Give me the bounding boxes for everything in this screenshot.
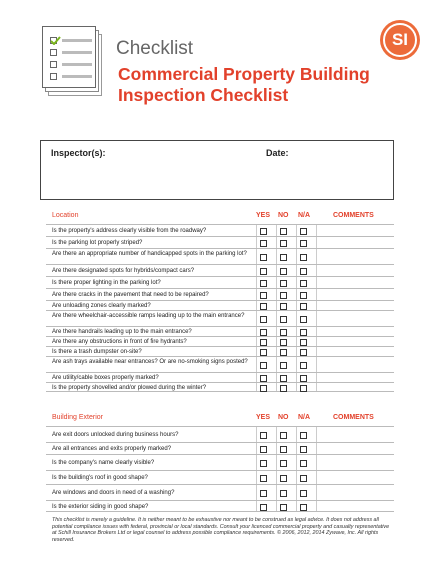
comments-cell[interactable] (317, 289, 394, 300)
yes-checkbox[interactable] (260, 504, 267, 511)
section-header (46, 212, 394, 224)
comments-cell[interactable] (317, 357, 394, 372)
checklist-question: Is there proper lighting in the parking lot? (52, 279, 161, 286)
checklist-question: Are windows and doors in need of a washing? (52, 489, 175, 496)
date-label: Date: (266, 148, 289, 158)
yes-checkbox[interactable] (260, 475, 267, 482)
yes-checkbox[interactable] (260, 375, 267, 382)
logo-text: SI (391, 30, 409, 49)
column-na-header: N/A (298, 212, 311, 219)
na-checkbox[interactable] (300, 349, 307, 356)
na-checkbox[interactable] (300, 385, 307, 392)
yes-checkbox[interactable] (260, 432, 267, 439)
checklist-row (46, 276, 394, 288)
page-title-line-2: Inspection Checklist (118, 85, 289, 105)
yes-checkbox[interactable] (260, 339, 267, 346)
checklist-row (46, 470, 394, 484)
comments-cell[interactable] (317, 249, 394, 264)
brand-logo (380, 20, 420, 60)
no-checkbox[interactable] (280, 339, 287, 346)
checklist-row (46, 372, 394, 382)
no-checkbox[interactable] (280, 375, 287, 382)
disclaimer-text: This checklist is merely a guideline. It is neither meant to be exhaustive nor meant to be construed as legal advice. It does not address all potential compliance issues with federal, provincial or local standards. Consult your licenced commercial property and casualty representative at Schill Insurance Brokers Ltd or legal counsel to address possible compliance requirements. © 2006, 2012, 2014 Zywave, Inc. All rights reserved. (52, 517, 390, 543)
checklist-row (46, 484, 394, 500)
na-checkbox[interactable] (300, 329, 307, 336)
yes-checkbox[interactable] (260, 303, 267, 310)
comments-cell[interactable] (317, 265, 394, 276)
checklist-row (46, 382, 394, 392)
checklist-question: Is there a trash dumpster on-site? (52, 348, 142, 355)
checklist-question: Are all entrances and exits properly marked? (52, 445, 172, 452)
na-checkbox[interactable] (300, 268, 307, 275)
no-checkbox[interactable] (280, 329, 287, 336)
na-checkbox[interactable] (300, 504, 307, 511)
checklist-question: Is the exterior siding in good shape? (52, 503, 149, 510)
checklist-row (46, 300, 394, 310)
checklist-row (46, 500, 394, 512)
checklist-row (46, 336, 394, 346)
section-title: Building Exterior (52, 414, 103, 421)
inspector-date-box[interactable] (40, 140, 394, 200)
comments-cell[interactable] (317, 373, 394, 382)
checklist-row (46, 288, 394, 300)
checklist-question: Are there an appropriate number of handicapped spots in the parking lot? (52, 250, 247, 257)
yes-checkbox[interactable] (260, 254, 267, 261)
na-checkbox[interactable] (300, 228, 307, 235)
yes-checkbox[interactable] (260, 268, 267, 275)
comments-cell[interactable] (317, 327, 394, 336)
checklist-question: Is the parking lot properly striped? (52, 239, 143, 246)
checklist-row (46, 442, 394, 454)
na-checkbox[interactable] (300, 490, 307, 497)
no-checkbox[interactable] (280, 475, 287, 482)
yes-checkbox[interactable] (260, 329, 267, 336)
checklist-question: Are there cracks in the pavement that need to be repaired? (52, 291, 209, 298)
checklist-question: Is the building's roof in good shape? (52, 474, 148, 481)
comments-cell[interactable] (317, 237, 394, 248)
na-checkbox[interactable] (300, 254, 307, 261)
section-location (46, 212, 394, 392)
yes-checkbox[interactable] (260, 446, 267, 453)
no-checkbox[interactable] (280, 504, 287, 511)
yes-checkbox[interactable] (260, 385, 267, 392)
no-checkbox[interactable] (280, 432, 287, 439)
kicker-text: Checklist (116, 38, 194, 59)
checklist-question: Are exit doors unlocked during business hours? (52, 431, 179, 438)
no-checkbox[interactable] (280, 303, 287, 310)
no-checkbox[interactable] (280, 446, 287, 453)
checklist-row (46, 454, 394, 470)
column-no-header: NO (278, 212, 289, 219)
na-checkbox[interactable] (300, 362, 307, 369)
na-checkbox[interactable] (300, 375, 307, 382)
comments-cell[interactable] (317, 347, 394, 356)
comments-cell[interactable] (317, 383, 394, 391)
no-checkbox[interactable] (280, 268, 287, 275)
yes-checkbox[interactable] (260, 292, 267, 299)
yes-checkbox[interactable] (260, 240, 267, 247)
no-checkbox[interactable] (280, 228, 287, 235)
na-checkbox[interactable] (300, 303, 307, 310)
na-checkbox[interactable] (300, 280, 307, 287)
yes-checkbox[interactable] (260, 228, 267, 235)
checklist-question: Are utility/cable boxes properly marked? (52, 374, 159, 381)
na-checkbox[interactable] (300, 316, 307, 323)
comments-cell[interactable] (317, 443, 394, 454)
section-building-exterior (46, 414, 394, 512)
checklist-question: Are ash trays available near entrances? Or are no-smoking signs posted? (52, 358, 248, 365)
yes-checkbox[interactable] (260, 349, 267, 356)
comments-cell[interactable] (317, 277, 394, 288)
page-title-line-1: Commercial Property Building (118, 64, 370, 84)
no-checkbox[interactable] (280, 292, 287, 299)
comments-cell[interactable] (317, 301, 394, 310)
inspector-label: Inspector(s): (51, 148, 106, 158)
section-title: Location (52, 212, 79, 219)
checklist-row (46, 236, 394, 248)
no-checkbox[interactable] (280, 254, 287, 261)
comments-cell[interactable] (317, 427, 394, 442)
column-yes-header: YES (256, 212, 271, 219)
no-checkbox[interactable] (280, 240, 287, 247)
checklist-question: Are there designated spots for hybrids/compact cars? (52, 267, 195, 274)
na-checkbox[interactable] (300, 475, 307, 482)
comments-cell[interactable] (317, 501, 394, 511)
no-checkbox[interactable] (280, 460, 287, 467)
checklist-question: Are there wheelchair-accessible ramps leading up to the main entrance? (52, 312, 245, 319)
yes-checkbox[interactable] (260, 490, 267, 497)
comments-cell[interactable] (317, 311, 394, 326)
na-checkbox[interactable] (300, 292, 307, 299)
yes-checkbox[interactable] (260, 316, 267, 323)
page-title (118, 64, 370, 106)
no-checkbox[interactable] (280, 490, 287, 497)
yes-checkbox[interactable] (260, 280, 267, 287)
checklist-row (46, 326, 394, 336)
checklist-row (46, 310, 394, 326)
column-comments-header: COMMENTS (333, 414, 374, 421)
yes-checkbox[interactable] (260, 460, 267, 467)
no-checkbox[interactable] (280, 316, 287, 323)
no-checkbox[interactable] (280, 280, 287, 287)
column-na-header: N/A (298, 414, 311, 421)
na-checkbox[interactable] (300, 432, 307, 439)
no-checkbox[interactable] (280, 362, 287, 369)
comments-cell[interactable] (317, 485, 394, 500)
comments-cell[interactable] (317, 455, 394, 470)
checklist-row (46, 248, 394, 264)
checklist-question: Is the property shovelled and/or plowed during the winter? (52, 384, 207, 391)
no-checkbox[interactable] (280, 349, 287, 356)
comments-cell[interactable] (317, 225, 394, 236)
na-checkbox[interactable] (300, 240, 307, 247)
checklist-question: Is the company's name clearly visible? (52, 459, 155, 466)
comments-cell[interactable] (317, 337, 394, 346)
section-header (46, 414, 394, 426)
checklist-clipboard-icon (42, 26, 104, 98)
checklist-question: Are there any obstructions in front of fire hydrants? (52, 338, 187, 345)
checklist-question: Is the property's address clearly visible from the roadway? (52, 227, 207, 234)
checklist-question: Are unloading zones clearly marked? (52, 302, 151, 309)
checklist-row (46, 426, 394, 442)
section-rows (46, 224, 394, 392)
yes-checkbox[interactable] (260, 362, 267, 369)
section-rows (46, 426, 394, 512)
checklist-row (46, 224, 394, 236)
checklist-row (46, 264, 394, 276)
column-yes-header: YES (256, 414, 271, 421)
comments-cell[interactable] (317, 471, 394, 484)
na-checkbox[interactable] (300, 446, 307, 453)
no-checkbox[interactable] (280, 385, 287, 392)
checklist-question: Are there handrails leading up to the main entrance? (52, 328, 192, 335)
na-checkbox[interactable] (300, 339, 307, 346)
column-no-header: NO (278, 414, 289, 421)
checklist-row (46, 356, 394, 372)
na-checkbox[interactable] (300, 460, 307, 467)
checklist-row (46, 346, 394, 356)
column-comments-header: COMMENTS (333, 212, 374, 219)
